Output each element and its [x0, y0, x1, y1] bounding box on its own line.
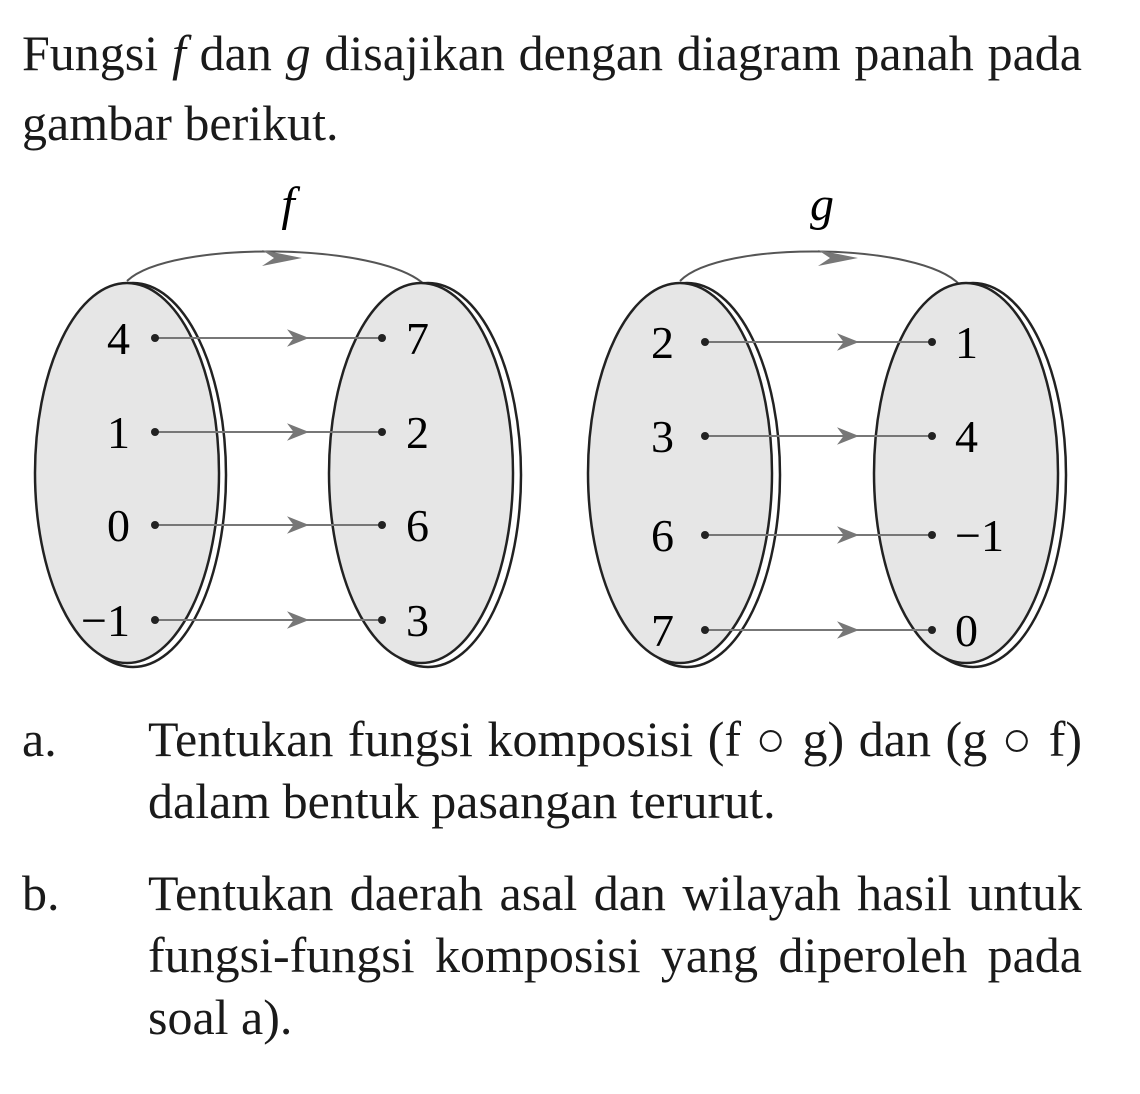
g-domain-value: 6	[651, 510, 674, 561]
diagram-g	[588, 178, 1066, 667]
g-domain-set	[588, 283, 780, 667]
question-a	[22, 708, 1082, 832]
f-codomain-value: 3	[406, 595, 429, 646]
f-domain-value: 1	[107, 407, 130, 458]
g-label: g	[810, 178, 834, 231]
f-codomain-value: 7	[406, 313, 429, 364]
g-codomain-value: 1	[955, 317, 978, 368]
g-domain-value: 2	[651, 317, 674, 368]
question-b-label: b.	[22, 865, 60, 921]
f-label: f	[281, 178, 295, 231]
f-codomain-value: 2	[406, 407, 429, 458]
diagram-f	[35, 178, 521, 667]
f-domain-value: 0	[107, 500, 130, 551]
question-a-text: Tentukan fungsi komposisi (f ○ g) dan (g ○ f) dalam bentuk pasangan terurut.	[148, 711, 1082, 829]
arrow-diagrams	[0, 170, 1140, 690]
f-domain-value: −1	[81, 595, 130, 646]
g-domain-value: 7	[651, 605, 674, 656]
g-mapping-arc	[680, 251, 960, 285]
g-symbol: g	[285, 25, 311, 81]
question-a-label: a.	[22, 711, 57, 767]
f-symbol: f	[171, 25, 186, 81]
intro-text: Fungsi f dan g disajikan dengan diagram panah pada gambar berikut.	[22, 25, 1082, 151]
f-domain-set	[35, 283, 226, 667]
f-domain-value: 4	[107, 313, 130, 364]
g-codomain-value: 4	[955, 411, 978, 462]
g-domain-value: 3	[651, 411, 674, 462]
question-b-text: Tentukan daerah asal dan wilayah hasil untuk fungsi-fungsi komposisi yang diperoleh pada soal a).	[148, 865, 1082, 1045]
g-codomain-value: 0	[955, 605, 978, 656]
f-codomain-value: 6	[406, 500, 429, 551]
g-codomain-value: −1	[955, 510, 1004, 561]
question-b	[22, 862, 1082, 1048]
